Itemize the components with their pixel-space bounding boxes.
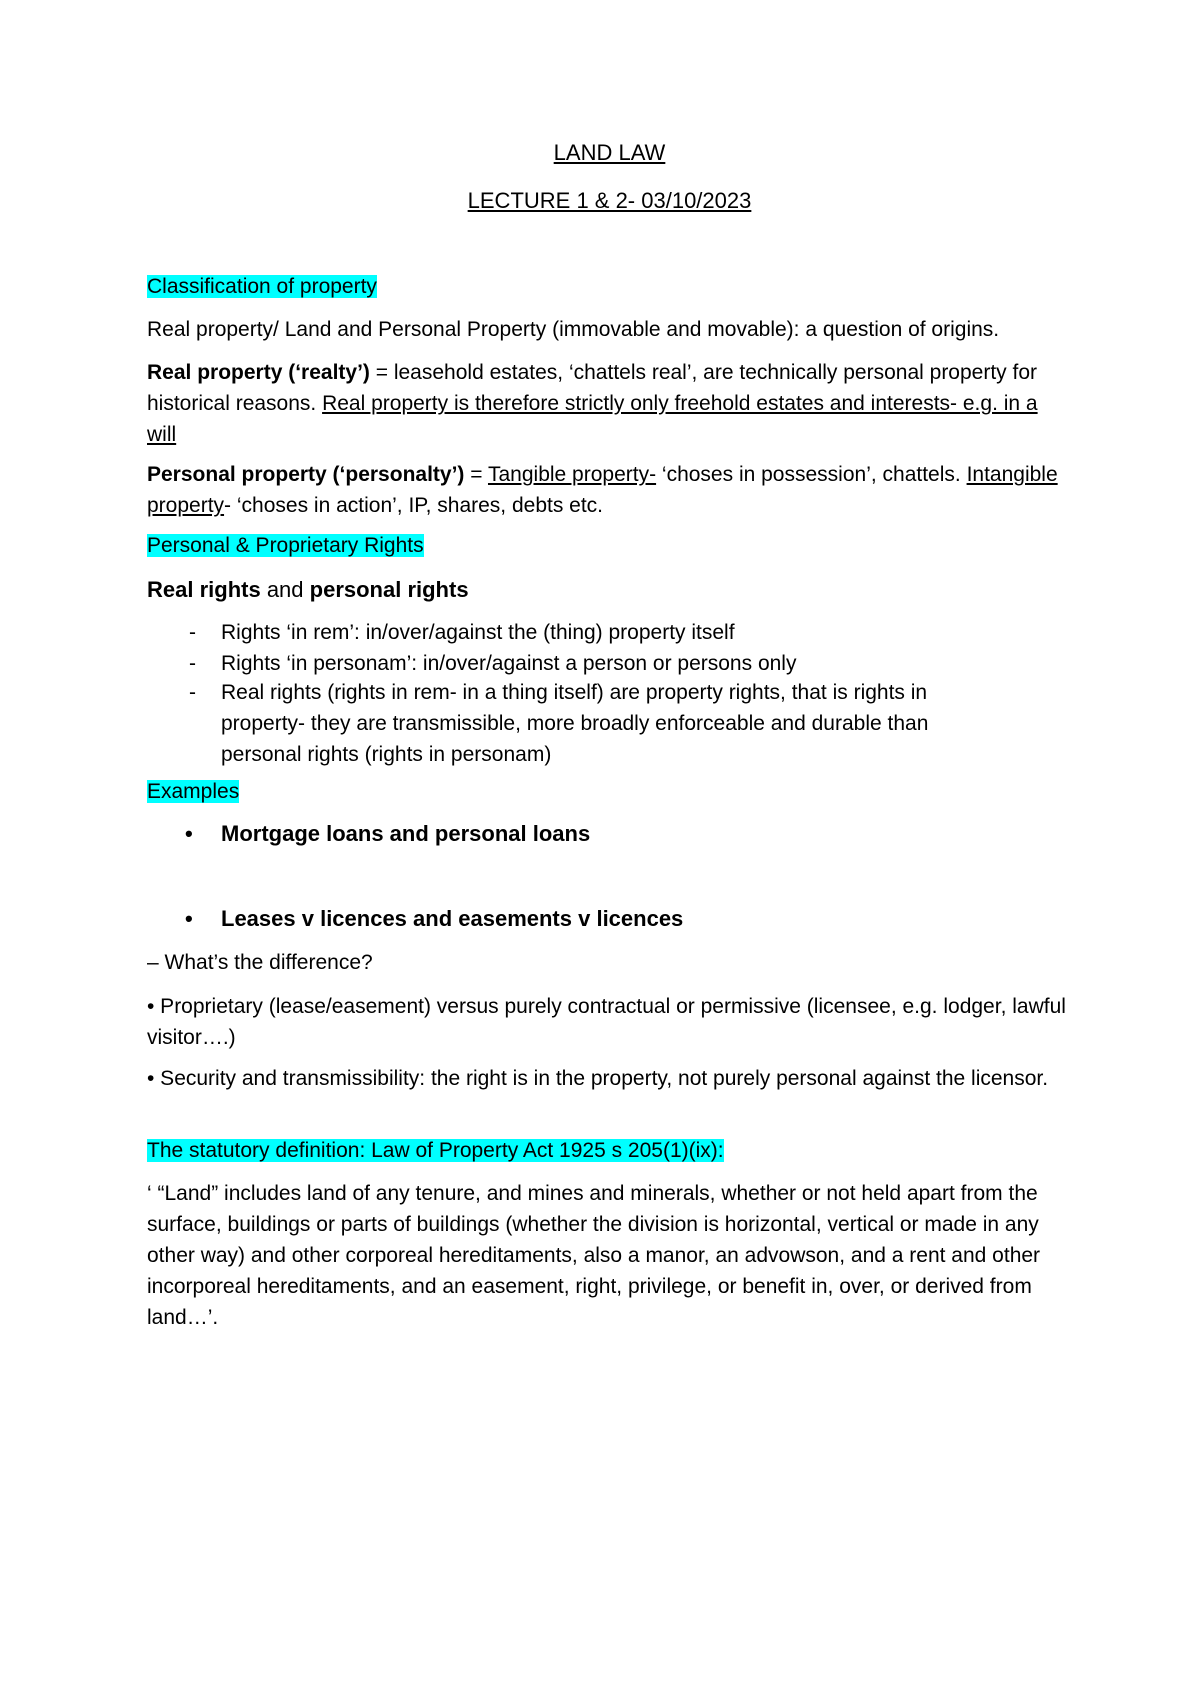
underlined-text: Tangible property-	[487, 463, 657, 486]
section-heading-examples	[147, 776, 1067, 807]
paragraph-proprietary: • Proprietary (lease/easement) versus purely contractual or permissive (licensee, e.g. lodger, lawful visitor….)	[147, 995, 1066, 1049]
text-run: - ‘choses in action’, IP, shares, debts etc.	[224, 494, 604, 517]
bullet-icon: •	[185, 821, 193, 846]
paragraph-real-personal: Real property/ Land and Personal Property (immovable and movable): a question of origins.	[147, 318, 1000, 341]
paragraph-real-property	[147, 357, 1067, 450]
underlined-text: Real property is therefore strictly only freehold estates and interests- e.g. in a will	[147, 392, 1038, 446]
text-run: ‘choses in possession’, chattels.	[656, 463, 967, 486]
bold-term: Real rights	[147, 577, 261, 602]
bullet-icon: •	[185, 906, 193, 931]
section-heading-rights	[147, 530, 1067, 561]
dash-marker: -	[189, 681, 196, 704]
paragraph-difference-question: – What’s the difference?	[147, 951, 373, 974]
underlined-text: Intangible property	[147, 463, 1058, 517]
paragraph-security: • Security and transmissibility: the right is in the property, not purely personal against the licensor.	[147, 1067, 1049, 1090]
list-item-text: Rights ‘in rem’: in/over/against the (thing) property itself	[221, 621, 735, 644]
document-subtitle: LECTURE 1 & 2- 03/10/2023	[467, 188, 752, 213]
dash-marker: -	[189, 621, 196, 644]
text-run: = leasehold estates, ‘chattels real’, are technically personal property for historical reasons.	[147, 361, 1038, 415]
bold-term: Personal property (‘personalty’)	[147, 463, 465, 486]
paragraph-statutory-quote: ‘ “Land” includes land of any tenure, and mines and minerals, whether or not held apart from the surface, buildings or parts of buildings (whether the division is horizontal, vertical or made in any other way) and other corporeal hereditaments, also a manor, an advowson, and a rent and other incorporeal hereditaments, and an easement, right, privilege, or benefit in, over, or derived from land…’.	[147, 1182, 1041, 1329]
highlighted-text: Personal & Proprietary Rights	[147, 534, 424, 557]
document-title: LAND LAW	[553, 140, 666, 165]
section-heading-classification	[147, 271, 1067, 302]
bold-term: personal rights	[309, 577, 469, 602]
highlighted-text: The statutory definition: Law of Property Act 1925 s 205(1)(ix):	[147, 1139, 724, 1162]
text-run: =	[464, 463, 488, 486]
paragraph-personal-property	[147, 459, 1067, 521]
list-item-text: Leases v licences and easements v licences	[221, 906, 684, 931]
bold-term: Real property (‘realty’)	[147, 361, 370, 384]
list-item-text: Mortgage loans and personal loans	[221, 821, 591, 846]
rights-subheading	[147, 574, 1067, 605]
highlighted-text: Examples	[147, 780, 240, 803]
list-item-text: Real rights (rights in rem- in a thing itself) are property rights, that is rights in property- they are transmissible, more broadly enforceable and durable than personal rights (rights in personam)	[221, 681, 929, 766]
highlighted-text: Classification of property	[147, 275, 377, 298]
section-heading-statutory	[147, 1135, 1067, 1166]
text-run: and	[260, 577, 310, 602]
list-item-text: Rights ‘in personam’: in/over/against a person or persons only	[221, 652, 797, 675]
dash-marker: -	[189, 652, 196, 675]
